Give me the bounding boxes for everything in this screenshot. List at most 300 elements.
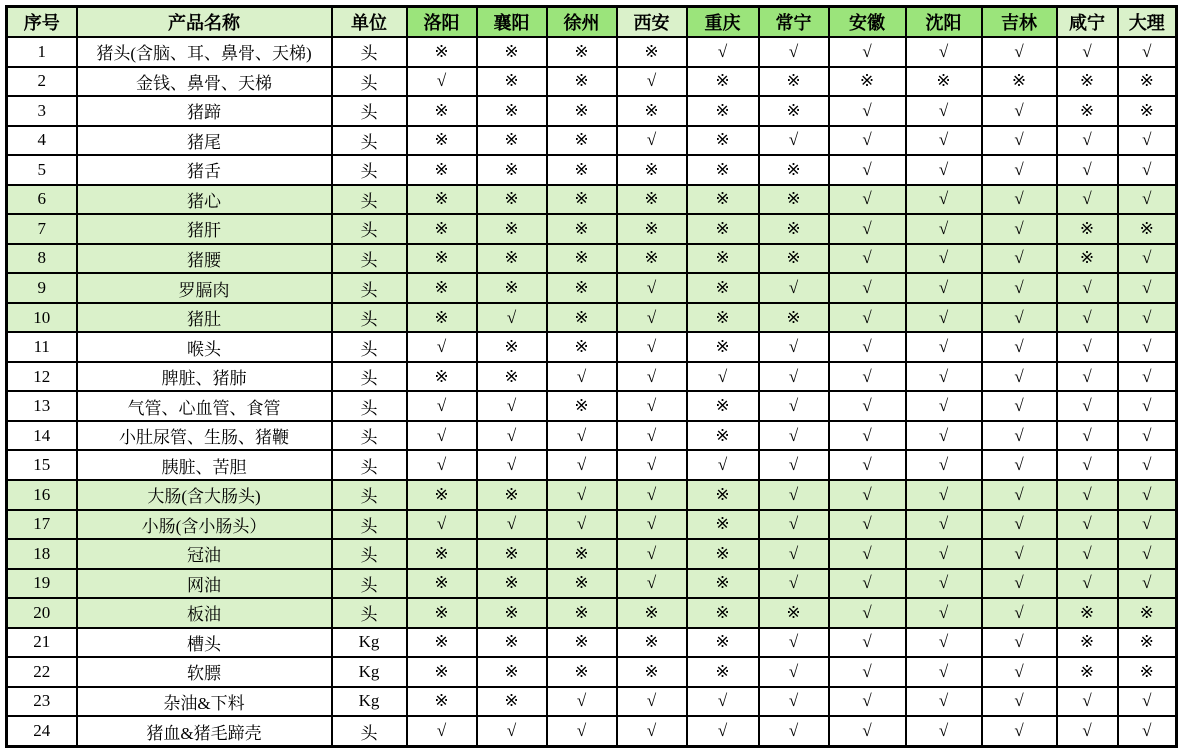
not-available-reference-mark: ※ — [1057, 214, 1118, 244]
available-check-mark: √ — [982, 391, 1057, 421]
available-check-mark: √ — [1057, 421, 1118, 451]
unit-cell: Kg — [332, 628, 407, 658]
available-check-mark: √ — [1057, 450, 1118, 480]
available-check-mark: √ — [829, 569, 906, 599]
available-check-mark: √ — [829, 421, 906, 451]
not-available-reference-mark: ※ — [759, 244, 829, 274]
row-number-cell: 13 — [7, 391, 77, 421]
unit-cell: 头 — [332, 273, 407, 303]
available-check-mark: √ — [1057, 155, 1118, 185]
table-row — [7, 687, 1177, 717]
unit-cell: 头 — [332, 421, 407, 451]
unit-cell: 头 — [332, 716, 407, 746]
not-available-reference-mark: ※ — [477, 569, 547, 599]
available-check-mark: √ — [982, 214, 1057, 244]
available-check-mark: √ — [1057, 362, 1118, 392]
not-available-reference-mark: ※ — [407, 539, 477, 569]
available-check-mark: √ — [407, 332, 477, 362]
row-number-cell: 9 — [7, 273, 77, 303]
not-available-reference-mark: ※ — [477, 37, 547, 67]
product-name-cell: 喉头 — [77, 332, 332, 362]
not-available-reference-mark: ※ — [477, 96, 547, 126]
not-available-reference-mark: ※ — [547, 657, 617, 687]
not-available-reference-mark: ※ — [547, 391, 617, 421]
available-check-mark: √ — [1118, 539, 1177, 569]
unit-cell: 头 — [332, 37, 407, 67]
not-available-reference-mark: ※ — [547, 96, 617, 126]
available-check-mark: √ — [407, 450, 477, 480]
not-available-reference-mark: ※ — [906, 67, 982, 97]
not-available-reference-mark: ※ — [687, 126, 759, 156]
not-available-reference-mark: ※ — [477, 214, 547, 244]
available-check-mark: √ — [829, 628, 906, 658]
available-check-mark: √ — [829, 332, 906, 362]
unit-cell: 头 — [332, 185, 407, 215]
not-available-reference-mark: ※ — [1057, 598, 1118, 628]
column-header: 产品名称 — [77, 7, 332, 38]
row-number-cell: 11 — [7, 332, 77, 362]
unit-cell: 头 — [332, 510, 407, 540]
available-check-mark: √ — [982, 510, 1057, 540]
table-row — [7, 391, 1177, 421]
available-check-mark: √ — [759, 510, 829, 540]
not-available-reference-mark: ※ — [759, 303, 829, 333]
not-available-reference-mark: ※ — [687, 391, 759, 421]
product-name-cell: 冠油 — [77, 539, 332, 569]
available-check-mark: √ — [1118, 421, 1177, 451]
available-check-mark: √ — [982, 716, 1057, 746]
table-row — [7, 450, 1177, 480]
not-available-reference-mark: ※ — [407, 362, 477, 392]
product-name-cell: 槽头 — [77, 628, 332, 658]
available-check-mark: √ — [617, 273, 687, 303]
available-check-mark: √ — [906, 510, 982, 540]
unit-cell: 头 — [332, 539, 407, 569]
row-number-cell: 20 — [7, 598, 77, 628]
available-check-mark: √ — [617, 362, 687, 392]
not-available-reference-mark: ※ — [407, 214, 477, 244]
available-check-mark: √ — [982, 303, 1057, 333]
table-row — [7, 185, 1177, 215]
not-available-reference-mark: ※ — [407, 244, 477, 274]
available-check-mark: √ — [906, 96, 982, 126]
available-check-mark: √ — [1118, 391, 1177, 421]
column-header: 安徽 — [829, 7, 906, 38]
not-available-reference-mark: ※ — [829, 67, 906, 97]
row-number-cell: 18 — [7, 539, 77, 569]
product-name-cell: 猪肚 — [77, 303, 332, 333]
available-check-mark: √ — [617, 510, 687, 540]
product-name-cell: 小肚尿管、生肠、猪鞭 — [77, 421, 332, 451]
column-header: 咸宁 — [1057, 7, 1118, 38]
available-check-mark: √ — [1057, 480, 1118, 510]
available-check-mark: √ — [906, 155, 982, 185]
available-check-mark: √ — [617, 67, 687, 97]
not-available-reference-mark: ※ — [407, 185, 477, 215]
product-availability-sheet — [5, 5, 1175, 748]
available-check-mark: √ — [547, 510, 617, 540]
unit-cell: Kg — [332, 687, 407, 717]
available-check-mark: √ — [759, 569, 829, 599]
available-check-mark: √ — [617, 539, 687, 569]
not-available-reference-mark: ※ — [477, 687, 547, 717]
row-number-cell: 22 — [7, 657, 77, 687]
not-available-reference-mark: ※ — [407, 598, 477, 628]
available-check-mark: √ — [759, 657, 829, 687]
not-available-reference-mark: ※ — [1118, 657, 1177, 687]
available-check-mark: √ — [617, 480, 687, 510]
available-check-mark: √ — [759, 539, 829, 569]
table-row — [7, 480, 1177, 510]
available-check-mark: √ — [1118, 332, 1177, 362]
available-check-mark: √ — [982, 628, 1057, 658]
available-check-mark: √ — [982, 539, 1057, 569]
unit-cell: 头 — [332, 96, 407, 126]
available-check-mark: √ — [829, 687, 906, 717]
not-available-reference-mark: ※ — [477, 598, 547, 628]
product-name-cell: 猪舌 — [77, 155, 332, 185]
available-check-mark: √ — [407, 67, 477, 97]
not-available-reference-mark: ※ — [547, 303, 617, 333]
available-check-mark: √ — [1057, 332, 1118, 362]
unit-cell: 头 — [332, 569, 407, 599]
available-check-mark: √ — [906, 421, 982, 451]
product-name-cell: 大肠(含大肠头) — [77, 480, 332, 510]
available-check-mark: √ — [906, 687, 982, 717]
available-check-mark: √ — [1057, 569, 1118, 599]
available-check-mark: √ — [617, 569, 687, 599]
product-name-cell: 板油 — [77, 598, 332, 628]
available-check-mark: √ — [906, 362, 982, 392]
column-header: 大理 — [1118, 7, 1177, 38]
available-check-mark: √ — [829, 214, 906, 244]
table-row — [7, 716, 1177, 746]
unit-cell: 头 — [332, 67, 407, 97]
available-check-mark: √ — [829, 598, 906, 628]
available-check-mark: √ — [982, 244, 1057, 274]
not-available-reference-mark: ※ — [617, 628, 687, 658]
available-check-mark: √ — [1118, 362, 1177, 392]
not-available-reference-mark: ※ — [687, 273, 759, 303]
table-row — [7, 244, 1177, 274]
unit-cell: Kg — [332, 657, 407, 687]
not-available-reference-mark: ※ — [1057, 96, 1118, 126]
available-check-mark: √ — [477, 391, 547, 421]
available-check-mark: √ — [759, 391, 829, 421]
available-check-mark: √ — [1057, 716, 1118, 746]
not-available-reference-mark: ※ — [1118, 214, 1177, 244]
available-check-mark: √ — [906, 716, 982, 746]
available-check-mark: √ — [906, 244, 982, 274]
available-check-mark: √ — [906, 569, 982, 599]
available-check-mark: √ — [982, 421, 1057, 451]
table-row — [7, 628, 1177, 658]
available-check-mark: √ — [477, 716, 547, 746]
available-check-mark: √ — [1118, 450, 1177, 480]
available-check-mark: √ — [829, 450, 906, 480]
not-available-reference-mark: ※ — [617, 244, 687, 274]
available-check-mark: √ — [617, 391, 687, 421]
product-name-cell: 杂油&下料 — [77, 687, 332, 717]
available-check-mark: √ — [617, 126, 687, 156]
not-available-reference-mark: ※ — [1118, 598, 1177, 628]
available-check-mark: √ — [829, 126, 906, 156]
not-available-reference-mark: ※ — [759, 598, 829, 628]
available-check-mark: √ — [829, 37, 906, 67]
available-check-mark: √ — [1118, 716, 1177, 746]
available-check-mark: √ — [759, 273, 829, 303]
not-available-reference-mark: ※ — [1118, 67, 1177, 97]
available-check-mark: √ — [982, 96, 1057, 126]
not-available-reference-mark: ※ — [547, 155, 617, 185]
available-check-mark: √ — [1118, 185, 1177, 215]
not-available-reference-mark: ※ — [1118, 96, 1177, 126]
product-name-cell: 猪肝 — [77, 214, 332, 244]
available-check-mark: √ — [982, 657, 1057, 687]
available-check-mark: √ — [982, 450, 1057, 480]
not-available-reference-mark: ※ — [687, 657, 759, 687]
unit-cell: 头 — [332, 362, 407, 392]
available-check-mark: √ — [829, 303, 906, 333]
not-available-reference-mark: ※ — [687, 421, 759, 451]
available-check-mark: √ — [687, 450, 759, 480]
column-header: 西安 — [617, 7, 687, 38]
not-available-reference-mark: ※ — [982, 67, 1057, 97]
available-check-mark: √ — [982, 480, 1057, 510]
available-check-mark: √ — [906, 450, 982, 480]
table-row — [7, 569, 1177, 599]
not-available-reference-mark: ※ — [477, 185, 547, 215]
available-check-mark: √ — [1118, 569, 1177, 599]
available-check-mark: √ — [759, 628, 829, 658]
table-row — [7, 657, 1177, 687]
row-number-cell: 23 — [7, 687, 77, 717]
available-check-mark: √ — [1118, 303, 1177, 333]
available-check-mark: √ — [759, 332, 829, 362]
available-check-mark: √ — [1118, 126, 1177, 156]
row-number-cell: 2 — [7, 67, 77, 97]
unit-cell: 头 — [332, 450, 407, 480]
available-check-mark: √ — [982, 687, 1057, 717]
column-header: 沈阳 — [906, 7, 982, 38]
not-available-reference-mark: ※ — [617, 214, 687, 244]
not-available-reference-mark: ※ — [1057, 244, 1118, 274]
available-check-mark: √ — [407, 421, 477, 451]
not-available-reference-mark: ※ — [617, 657, 687, 687]
available-check-mark: √ — [982, 126, 1057, 156]
not-available-reference-mark: ※ — [687, 539, 759, 569]
row-number-cell: 14 — [7, 421, 77, 451]
not-available-reference-mark: ※ — [687, 67, 759, 97]
available-check-mark: √ — [547, 687, 617, 717]
product-name-cell: 气管、心血管、食管 — [77, 391, 332, 421]
available-check-mark: √ — [906, 657, 982, 687]
available-check-mark: √ — [477, 303, 547, 333]
not-available-reference-mark: ※ — [687, 155, 759, 185]
available-check-mark: √ — [906, 303, 982, 333]
available-check-mark: √ — [477, 421, 547, 451]
available-check-mark: √ — [1057, 539, 1118, 569]
product-name-cell: 猪腰 — [77, 244, 332, 274]
available-check-mark: √ — [547, 362, 617, 392]
available-check-mark: √ — [547, 480, 617, 510]
available-check-mark: √ — [982, 273, 1057, 303]
not-available-reference-mark: ※ — [547, 244, 617, 274]
not-available-reference-mark: ※ — [477, 273, 547, 303]
product-name-cell: 软膘 — [77, 657, 332, 687]
product-name-cell: 猪血&猪毛蹄壳 — [77, 716, 332, 746]
not-available-reference-mark: ※ — [547, 569, 617, 599]
column-header: 徐州 — [547, 7, 617, 38]
available-check-mark: √ — [547, 450, 617, 480]
not-available-reference-mark: ※ — [407, 37, 477, 67]
available-check-mark: √ — [759, 450, 829, 480]
available-check-mark: √ — [759, 687, 829, 717]
row-number-cell: 7 — [7, 214, 77, 244]
product-name-cell: 小肠(含小肠头） — [77, 510, 332, 540]
unit-cell: 头 — [332, 155, 407, 185]
not-available-reference-mark: ※ — [617, 185, 687, 215]
available-check-mark: √ — [407, 716, 477, 746]
available-check-mark: √ — [906, 332, 982, 362]
available-check-mark: √ — [1118, 273, 1177, 303]
product-name-cell: 胰脏、苦胆 — [77, 450, 332, 480]
column-header: 洛阳 — [407, 7, 477, 38]
available-check-mark: √ — [547, 716, 617, 746]
not-available-reference-mark: ※ — [759, 155, 829, 185]
available-check-mark: √ — [829, 510, 906, 540]
available-check-mark: √ — [906, 37, 982, 67]
not-available-reference-mark: ※ — [407, 687, 477, 717]
not-available-reference-mark: ※ — [547, 67, 617, 97]
available-check-mark: √ — [1057, 273, 1118, 303]
product-name-cell: 罗膈肉 — [77, 273, 332, 303]
row-number-cell: 19 — [7, 569, 77, 599]
not-available-reference-mark: ※ — [547, 332, 617, 362]
not-available-reference-mark: ※ — [617, 598, 687, 628]
available-check-mark: √ — [829, 480, 906, 510]
column-header: 重庆 — [687, 7, 759, 38]
not-available-reference-mark: ※ — [687, 244, 759, 274]
available-check-mark: √ — [1057, 510, 1118, 540]
unit-cell: 头 — [332, 244, 407, 274]
available-check-mark: √ — [1057, 303, 1118, 333]
available-check-mark: √ — [1057, 185, 1118, 215]
column-header: 常宁 — [759, 7, 829, 38]
available-check-mark: √ — [759, 421, 829, 451]
header-row — [7, 7, 1177, 38]
row-number-cell: 17 — [7, 510, 77, 540]
available-check-mark: √ — [759, 716, 829, 746]
available-check-mark: √ — [906, 214, 982, 244]
not-available-reference-mark: ※ — [687, 598, 759, 628]
available-check-mark: √ — [906, 185, 982, 215]
available-check-mark: √ — [829, 273, 906, 303]
available-check-mark: √ — [906, 273, 982, 303]
table-row — [7, 273, 1177, 303]
row-number-cell: 5 — [7, 155, 77, 185]
product-name-cell: 网油 — [77, 569, 332, 599]
product-name-cell: 猪尾 — [77, 126, 332, 156]
not-available-reference-mark: ※ — [1057, 657, 1118, 687]
not-available-reference-mark: ※ — [759, 96, 829, 126]
not-available-reference-mark: ※ — [617, 155, 687, 185]
available-check-mark: √ — [687, 362, 759, 392]
table-row — [7, 67, 1177, 97]
unit-cell: 头 — [332, 480, 407, 510]
not-available-reference-mark: ※ — [687, 214, 759, 244]
available-check-mark: √ — [982, 569, 1057, 599]
not-available-reference-mark: ※ — [477, 657, 547, 687]
not-available-reference-mark: ※ — [1057, 628, 1118, 658]
table-row — [7, 155, 1177, 185]
not-available-reference-mark: ※ — [547, 539, 617, 569]
table-body — [7, 37, 1177, 747]
available-check-mark: √ — [906, 598, 982, 628]
available-check-mark: √ — [829, 244, 906, 274]
available-check-mark: √ — [829, 155, 906, 185]
available-check-mark: √ — [759, 480, 829, 510]
not-available-reference-mark: ※ — [477, 155, 547, 185]
table-row — [7, 303, 1177, 333]
not-available-reference-mark: ※ — [687, 569, 759, 599]
available-check-mark: √ — [1057, 391, 1118, 421]
not-available-reference-mark: ※ — [617, 37, 687, 67]
not-available-reference-mark: ※ — [407, 480, 477, 510]
row-number-cell: 15 — [7, 450, 77, 480]
available-check-mark: √ — [1057, 37, 1118, 67]
row-number-cell: 24 — [7, 716, 77, 746]
not-available-reference-mark: ※ — [477, 244, 547, 274]
column-header: 序号 — [7, 7, 77, 38]
available-check-mark: √ — [982, 185, 1057, 215]
available-check-mark: √ — [477, 450, 547, 480]
product-name-cell: 猪心 — [77, 185, 332, 215]
column-header: 襄阳 — [477, 7, 547, 38]
available-check-mark: √ — [906, 480, 982, 510]
row-number-cell: 12 — [7, 362, 77, 392]
not-available-reference-mark: ※ — [407, 569, 477, 599]
product-name-cell: 猪蹄 — [77, 96, 332, 126]
available-check-mark: √ — [617, 421, 687, 451]
available-check-mark: √ — [906, 628, 982, 658]
table-row — [7, 598, 1177, 628]
column-header: 吉林 — [982, 7, 1057, 38]
not-available-reference-mark: ※ — [687, 332, 759, 362]
unit-cell: 头 — [332, 391, 407, 421]
row-number-cell: 3 — [7, 96, 77, 126]
available-check-mark: √ — [1057, 126, 1118, 156]
product-name-cell: 猪头(含脑、耳、鼻骨、天梯) — [77, 37, 332, 67]
available-check-mark: √ — [1118, 244, 1177, 274]
available-check-mark: √ — [1118, 510, 1177, 540]
product-name-cell: 金钱、鼻骨、天梯 — [77, 67, 332, 97]
row-number-cell: 16 — [7, 480, 77, 510]
not-available-reference-mark: ※ — [477, 67, 547, 97]
table-row — [7, 362, 1177, 392]
available-check-mark: √ — [617, 687, 687, 717]
available-check-mark: √ — [617, 450, 687, 480]
table-row — [7, 539, 1177, 569]
table-row — [7, 126, 1177, 156]
column-header: 单位 — [332, 7, 407, 38]
table-row — [7, 214, 1177, 244]
not-available-reference-mark: ※ — [477, 539, 547, 569]
available-check-mark: √ — [687, 687, 759, 717]
row-number-cell: 1 — [7, 37, 77, 67]
not-available-reference-mark: ※ — [407, 273, 477, 303]
not-available-reference-mark: ※ — [477, 332, 547, 362]
